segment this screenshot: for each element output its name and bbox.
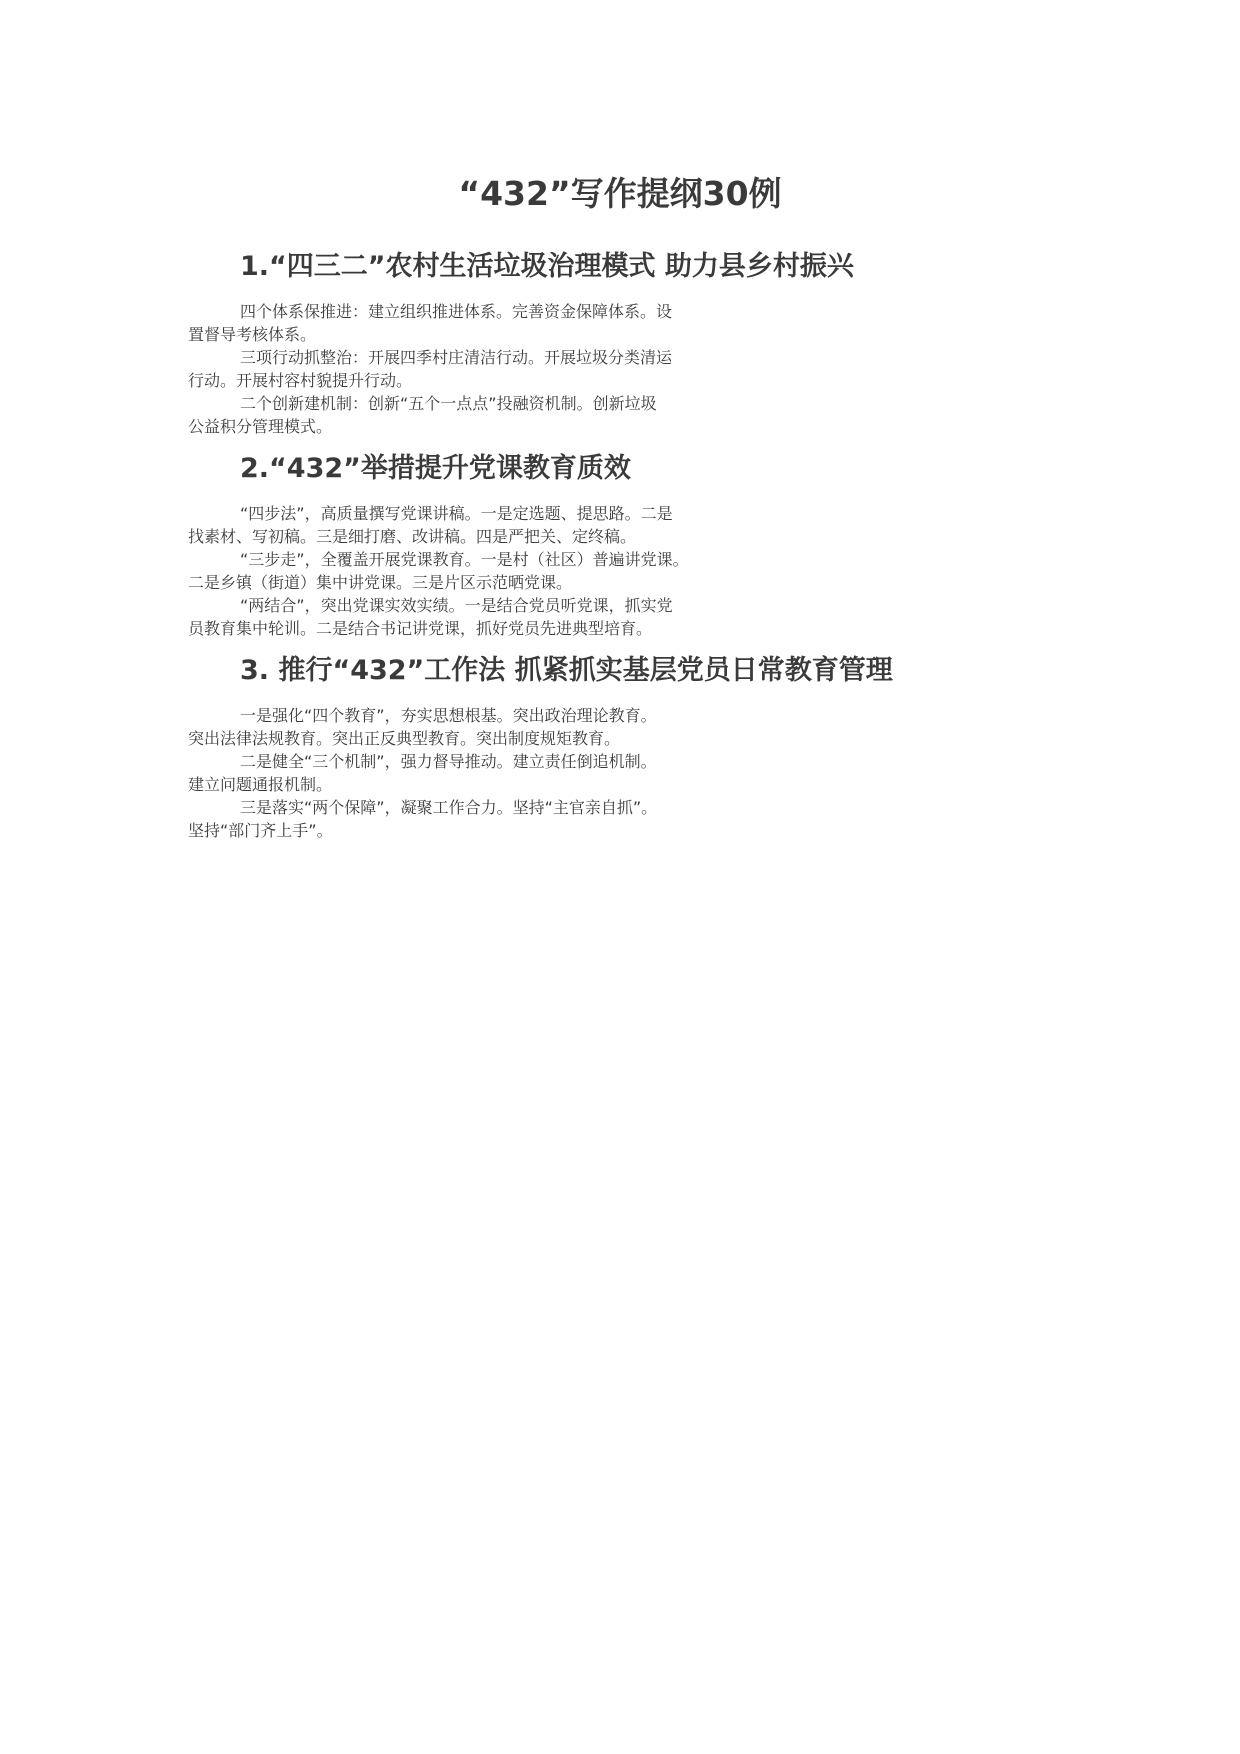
paragraph-line: 建立问题通报机制。 bbox=[188, 775, 333, 794]
paragraph-line: 行动。开展村容村貌提升行动。 bbox=[188, 371, 413, 390]
section-heading: 3. 推行“432”工作法 抓紧抓实基层党员日常教育管理 bbox=[240, 655, 893, 686]
paragraph-line: “两结合”，突出党课实效实绩。一是结合党员听党课，抓实党 bbox=[240, 596, 673, 615]
paragraph-line: 二是健全“三个机制”，强力督导推动。建立责任倒追机制。 bbox=[240, 752, 657, 771]
paragraph-line: 坚持“部门齐上手”。 bbox=[188, 821, 333, 840]
document-title: “432”写作提纲30例 bbox=[458, 174, 782, 213]
paragraph-line: “四步法”，高质量撰写党课讲稿。一是定选题、提思路。二是 bbox=[240, 504, 673, 523]
paragraph bbox=[188, 593, 1058, 639]
section-2 bbox=[188, 437, 1058, 639]
paragraph bbox=[188, 391, 1058, 437]
paragraph-line: 三是落实“两个保障”，凝聚工作合力。坚持“主官亲自抓”。 bbox=[240, 798, 658, 817]
paragraph-line: 一是强化“四个教育”，夯实思想根基。突出政治理论教育。 bbox=[240, 706, 657, 725]
paragraph bbox=[188, 299, 1058, 345]
section-heading: 2.“432”举措提升党课教育质效 bbox=[240, 453, 631, 484]
paragraph-line: “三步走”，全覆盖开展党课教育。一是村（社区）普遍讲党课。 bbox=[240, 550, 689, 569]
paragraph bbox=[188, 749, 1058, 795]
paragraph bbox=[188, 795, 1058, 841]
paragraph bbox=[188, 547, 1058, 593]
paragraph-line: 员教育集中轮训。二是结合书记讲党课，抓好党员先进典型培育。 bbox=[188, 619, 653, 638]
paragraph bbox=[188, 703, 1058, 749]
section-3 bbox=[188, 639, 1058, 841]
section-1 bbox=[188, 235, 1058, 437]
paragraph-line: 公益积分管理模式。 bbox=[188, 417, 333, 436]
section-heading: 1.“四三二”农村生活垃圾治理模式 助力县乡村振兴 bbox=[240, 251, 854, 282]
paragraph-line: 找素材、写初稿。三是细打磨、改讲稿。四是严把关、定终稿。 bbox=[188, 527, 637, 546]
paragraph-line: 置督导考核体系。 bbox=[188, 325, 317, 344]
document-body bbox=[188, 235, 1058, 841]
paragraph bbox=[188, 345, 1058, 391]
paragraph bbox=[188, 501, 1058, 547]
paragraph-line: 四个体系保推进：建立组织推进体系。完善资金保障体系。设 bbox=[240, 302, 673, 321]
paragraph-line: 突出法律法规教育。突出正反典型教育。突出制度规矩教育。 bbox=[188, 729, 621, 748]
paragraph-line: 三项行动抓整治：开展四季村庄清洁行动。开展垃圾分类清运 bbox=[240, 348, 673, 367]
paragraph-line: 二个创新建机制：创新“五个一点点”投融资机制。创新垃圾 bbox=[240, 394, 657, 413]
paragraph-line: 二是乡镇（街道）集中讲党课。三是片区示范晒党课。 bbox=[188, 573, 573, 592]
